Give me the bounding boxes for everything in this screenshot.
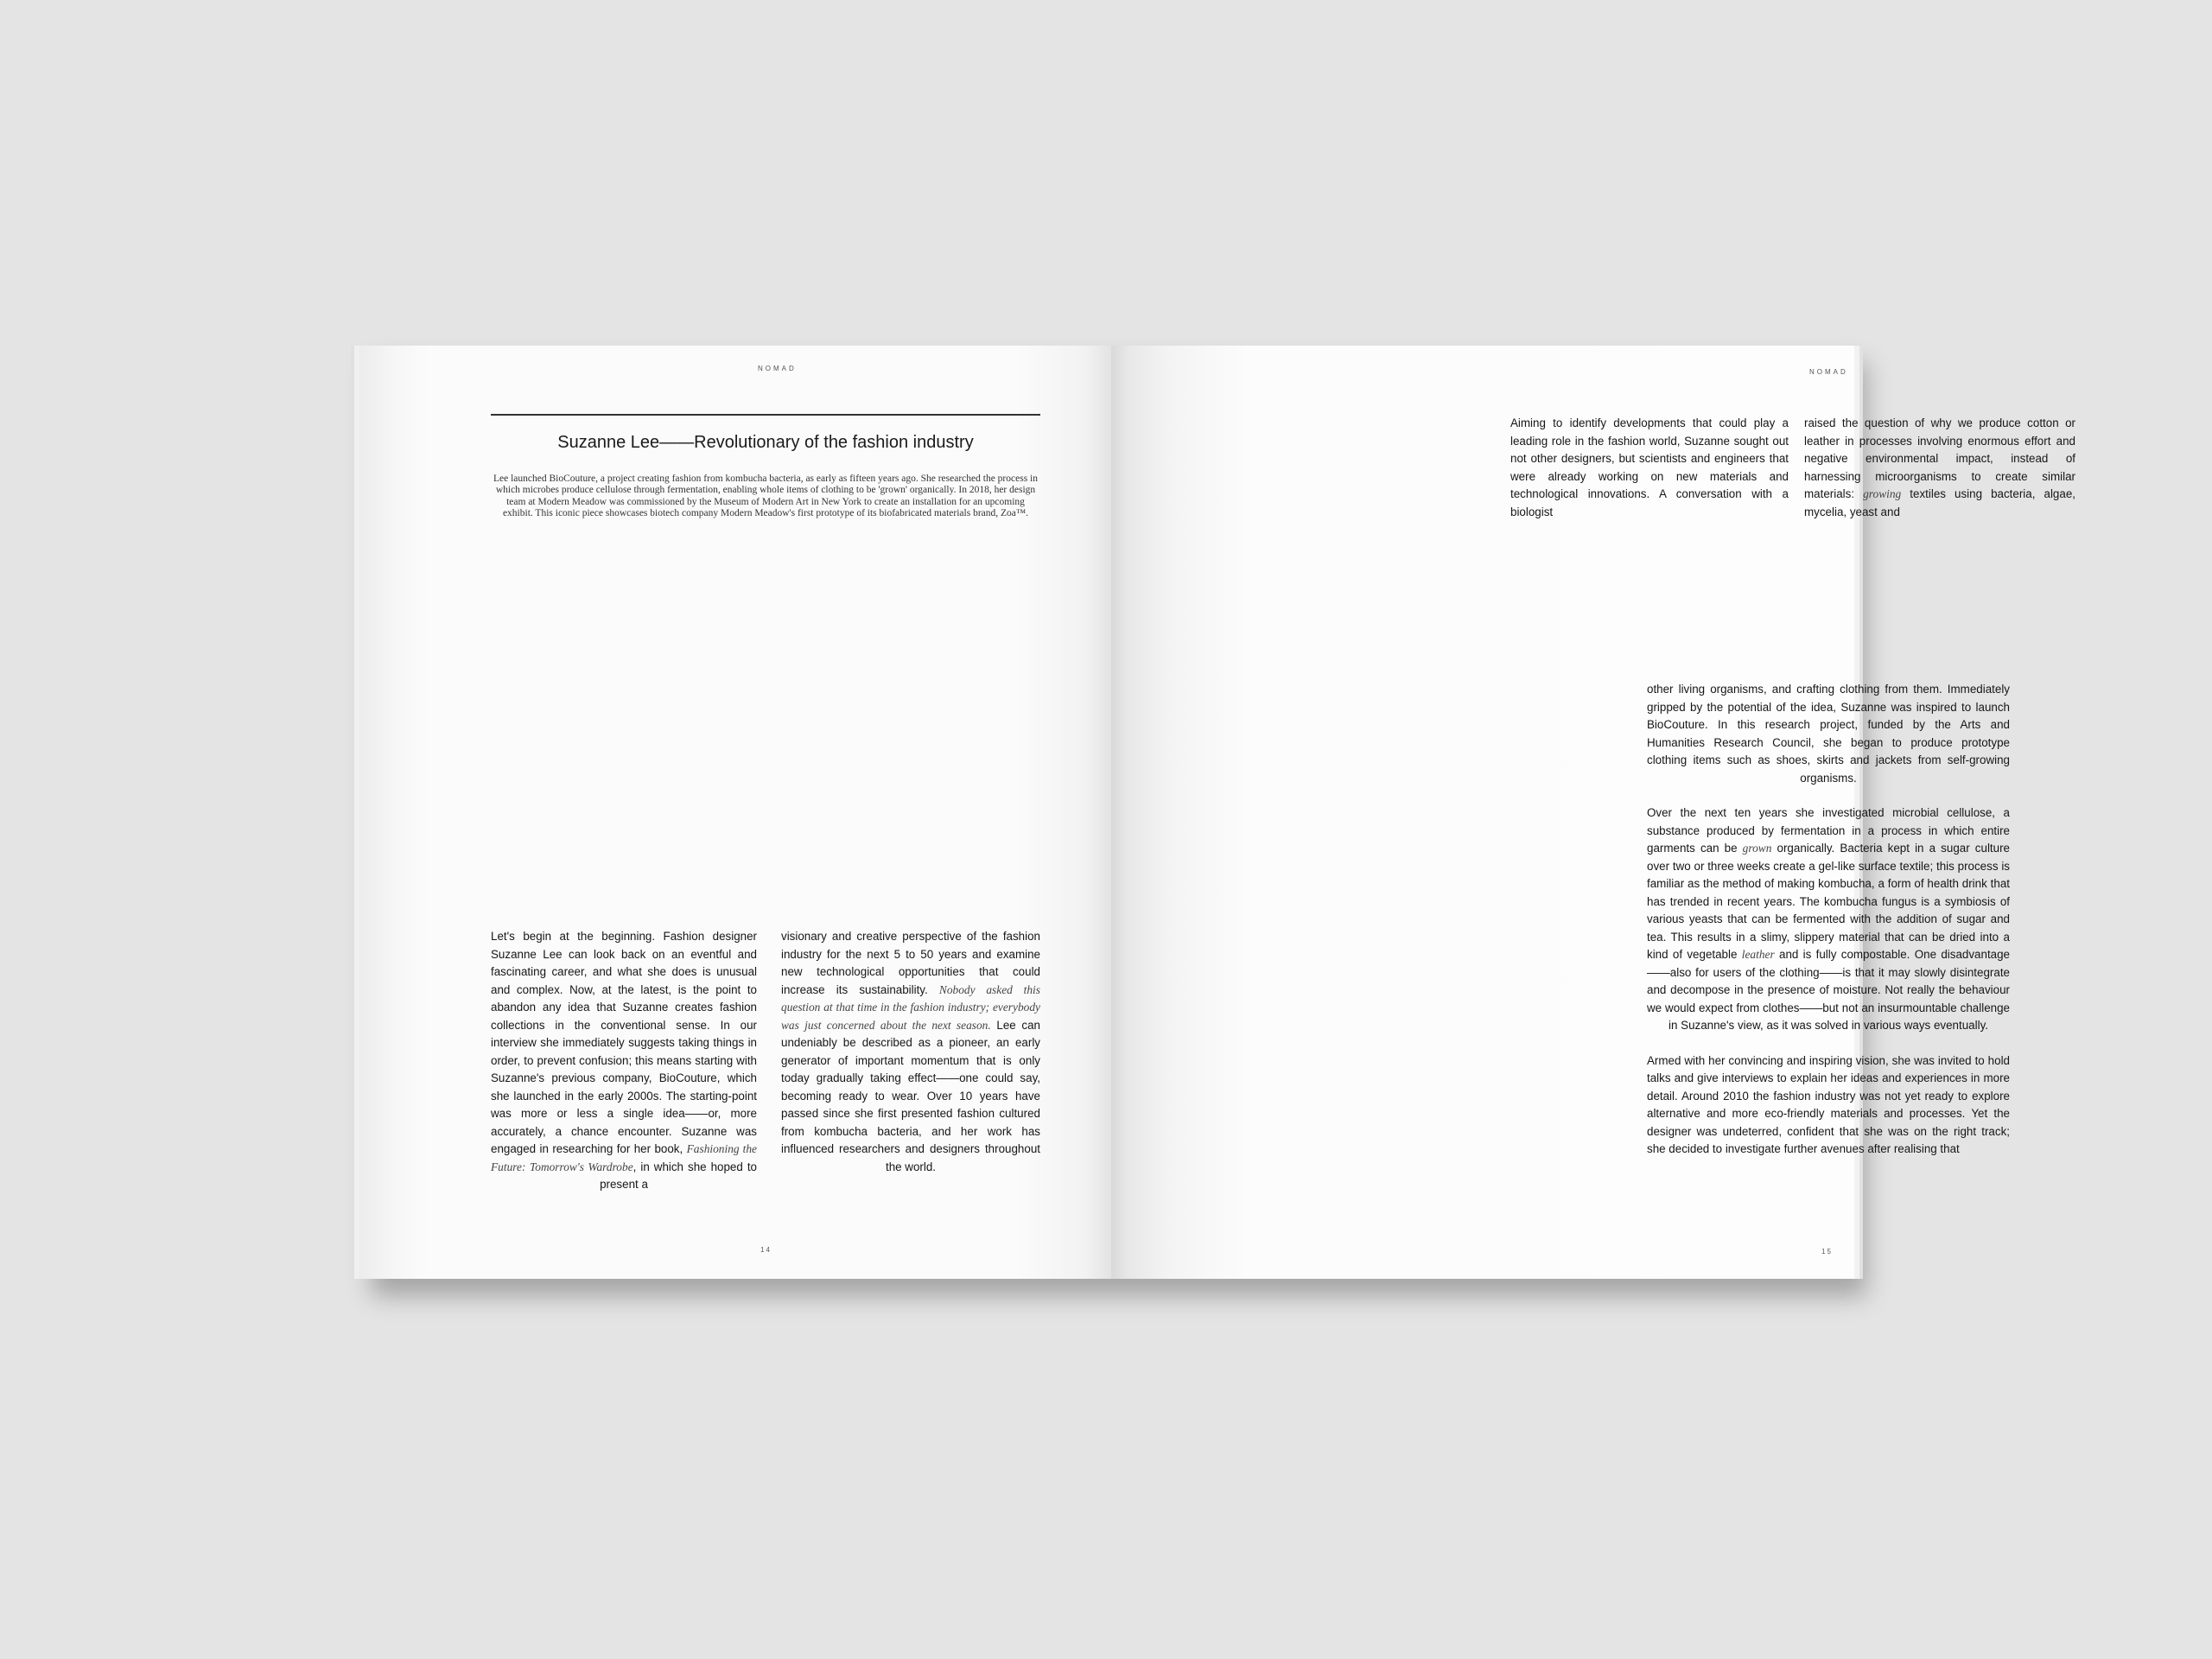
right-top-column-2 (1804, 415, 2075, 521)
paragraph: visionary and creative perspective of the fashion industry for the next 5 to 50 years and examine new technological opportunities that could increase its sustainability. Nobody asked this question at that time in the fashion industry; everybody was just concerned about the next season. Lee can undeniably be described as a pioneer, an early generator of important momentum that is only today gradually taking effect——one could say, becoming ready to wear. Over 10 years have passed since she first presented fashion cultured from kombucha bacteria, and her work has influenced researchers and designers throughout the world. (781, 930, 1040, 1173)
right-top-column-1 (1510, 415, 1789, 521)
paragraph: other living organisms, and crafting clothing from them. Immediately gripped by the potential of the idea, Suzanne was inspired to launch BioCouture. In this research project, funded by the Arts and Humanities Research Council, she began to produce prototype clothing items such as shoes, skirts and jackets from self-growing organisms. (1647, 683, 2010, 785)
running-head-left: NOMAD (758, 365, 797, 372)
left-column-1 (491, 928, 757, 1194)
article-intro: Lee launched BioCouture, a project creating fashion from kombucha bacteria, as early as fifteen years ago. She researched the process in which microbes produce cellulose through fermentation, enabling whole items of clothing to be 'grown' organically. In 2018, her design team at Modern Meadow was commissioned by the Museum of Modern Art in New York to create an installation for an upcoming exhibit. This iconic piece showcases biotech company Modern Meadow's first prototype of its biofabricated materials brand, Zoa™. (493, 474, 1038, 519)
running-head-right: NOMAD (1809, 368, 1848, 376)
paragraph: Over the next ten years she investigated microbial cellulose, a substance produced by fermentation in a process in which entire garments can be grown organically. Bacteria kept in a sugar culture over two or three weeks create a gel-like surface textile; this process is familiar as the method of making kombucha, a form of health drink that has trended in recent years. The kombucha fungus is a symbiosis of various yeasts that can be fermented with the addition of sugar and tea. This results in a slimy, slippery material that can be dried into a kind of vegetable leather and is fully compostable. One disadvantage——also for users of the clothing——is that it may slowly disintegrate and decompose in the presence of moisture. Not really the behaviour we would expect from clothes——but not an insurmountable challenge in Suzanne's view, as it was solved in various ways eventually. (1647, 806, 2011, 1032)
right-lower-column (1647, 681, 2010, 1159)
paragraph: Aiming to identify developments that could play a leading role in the fashion world, Suzanne sought out not other designers, but scientists and engineers that were already working on new materials and technological innovations. A conversation with a biologist (1510, 416, 1789, 518)
paragraph: raised the question of why we produce cotton or leather in processes involving enormous effort and negative environmental impact, instead of harnessing microorganisms to create similar materials: growing textiles using bacteria, algae, mycelia, yeast and (1804, 416, 2075, 518)
paragraph: Let's begin at the beginning. Fashion designer Suzanne Lee can look back on an eventful and fascinating career, and what she does is unusual and complex. Now, at the latest, is the point to abandon any idea that Suzanne creates fashion collections in the conventional sense. In our interview she immediately suggests taking things in order, to prevent confusion; this means starting with Suzanne's previous company, BioCouture, which she launched in the early 2000s. The starting-point was more or less a single idea——or, more accurately, a chance encounter. Suzanne was engaged in researching for her book, Fashioning the Future: Tomorrow's Wardrobe, in which she hoped to present a (491, 930, 757, 1191)
page-number-right: 15 (1821, 1248, 1833, 1255)
page-number-left: 14 (760, 1246, 772, 1254)
right-page (1111, 346, 2075, 1279)
article-title: Suzanne Lee——Revolutionary of the fashion industry (557, 433, 974, 452)
paragraph: Armed with her convincing and inspiring vision, she was invited to hold talks and give interviews to explain her ideas and experiences in more detail. Around 2010 the fashion industry was not yet ready to explore alternative and more eco-friendly materials and processes. Yet the designer was undeterred, confident that she was on the right track; she decided to investigate further avenues after realising that (1647, 1053, 2010, 1155)
open-book (359, 346, 2075, 1279)
left-page (359, 346, 1111, 1279)
title-rule (491, 414, 1040, 416)
left-column-2 (781, 928, 1040, 1176)
